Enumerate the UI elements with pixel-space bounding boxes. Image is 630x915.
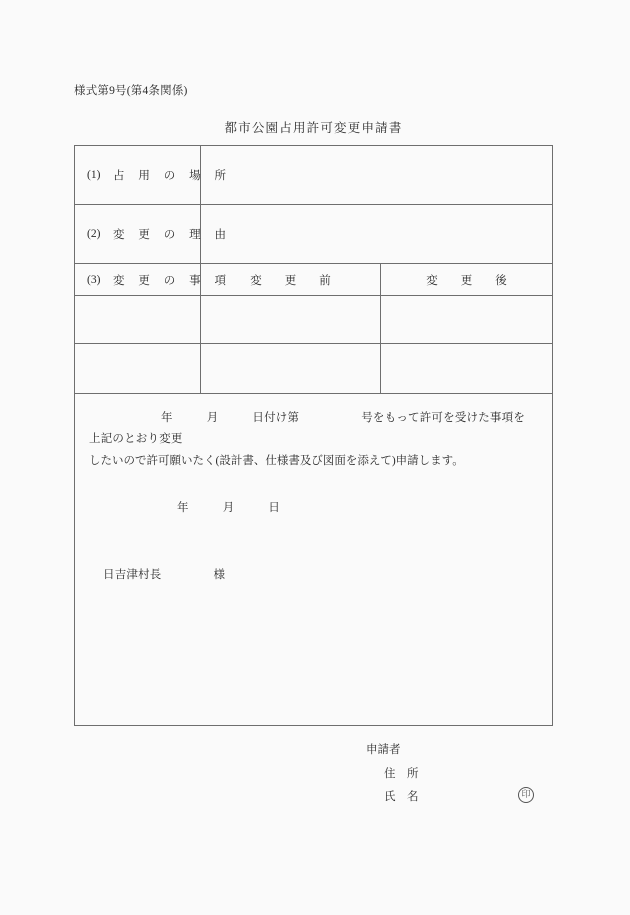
statement-section [75, 394, 552, 804]
row-label-text: 変 更 の 事 項 [113, 274, 232, 287]
applicant-title: 申請者 [366, 744, 401, 756]
addressee-line [89, 565, 536, 586]
row-number: (2) [87, 228, 101, 240]
submission-date-line [89, 498, 536, 519]
seal-icon: 印 [518, 787, 534, 803]
statement-year-label: 年 [161, 412, 173, 424]
statement-body [75, 394, 552, 726]
table-row [75, 146, 552, 205]
row-value-change-reason[interactable] [201, 205, 552, 263]
change-entry-before[interactable] [201, 344, 381, 393]
change-entry-item[interactable] [75, 296, 201, 343]
row-value-occupancy-location[interactable] [201, 146, 552, 204]
applicant-address-label: 住 所 [384, 767, 419, 780]
change-entry-after[interactable] [381, 344, 552, 393]
row-label-text: 変 更 の 理 由 [113, 229, 232, 241]
applicant-section [360, 739, 545, 810]
change-entry-after[interactable] [381, 296, 552, 343]
row-label-text: 占 用 の 場 所 [113, 170, 232, 182]
row-label-change-items [75, 264, 232, 295]
statement-paragraph [89, 408, 536, 451]
table-row [75, 296, 552, 344]
statement-dayno-label: 日付け第 [252, 412, 300, 424]
column-header-before: 変 更 前 [201, 264, 381, 295]
statement-month-label: 月 [206, 412, 219, 424]
row-number: (3) [87, 273, 101, 286]
addressee-name: 日吉津村長 [103, 569, 162, 582]
column-header-after: 変 更 後 [426, 274, 507, 287]
applicant-address-row[interactable] [360, 763, 545, 787]
row-label-change-reason [75, 205, 232, 263]
row-label-occupancy-location [75, 146, 232, 204]
applicant-name-row[interactable] [360, 786, 545, 810]
row-number: (1) [87, 169, 101, 181]
form-code-label: 様式第9号(第4条関係) [74, 85, 188, 97]
date-year-label: 年 [177, 501, 189, 514]
statement-paragraph-line2: したいので許可願いたく(設計書、仕様書及び図面を添えて)申請します。 [89, 454, 464, 467]
statement-tail: 号をもって許可を受けた事項を上記のとおり変更 [89, 412, 526, 446]
change-entry-item[interactable] [75, 344, 201, 393]
table-header-row [75, 264, 552, 296]
change-entry-before[interactable] [201, 296, 381, 343]
table-row [75, 205, 552, 264]
date-day-label: 日 [268, 501, 281, 514]
date-month-label: 月 [222, 501, 235, 514]
application-table [74, 145, 553, 804]
page-title: 都市公園占用許可変更申請書 [224, 121, 403, 135]
table-row [75, 344, 552, 394]
addressee-honorific: 様 [213, 569, 226, 582]
applicant-name-label: 氏 名 [384, 791, 419, 804]
